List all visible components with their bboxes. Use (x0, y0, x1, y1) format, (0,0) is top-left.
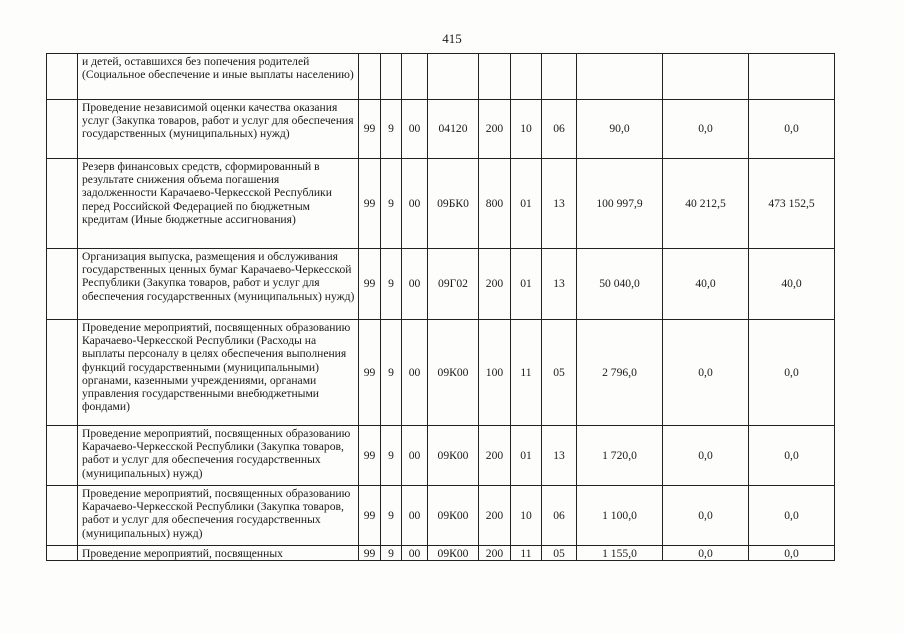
code-cell: 00 (402, 320, 428, 426)
description-cell: Организация выпуска, размещения и обслуживания государственных ценных бумаг Карачаево-Черкесской Республики (Закупка товаров, работ и услуг для обеспечения государственных (муниципальных) нужд) (78, 249, 359, 320)
code-cell: 11 (511, 546, 542, 561)
code-cell: 200 (479, 249, 511, 320)
code-cell: 04120 (428, 100, 479, 159)
code-cell: 13 (542, 249, 577, 320)
code-cell: 00 (402, 159, 428, 249)
description-cell: и детей, оставшихся без попечения родителей (Социальное обеспечение и иные выплаты населению) (78, 54, 359, 100)
code-cell: 01 (511, 426, 542, 486)
description-cell: Проведение мероприятий, посвященных образованию Карачаево-Черкесской Республики (Закупка товаров, работ и услуг для обеспечения государственных (муниципальных) нужд) (78, 486, 359, 546)
code-cell: 09К00 (428, 320, 479, 426)
code-cell: 9 (381, 249, 402, 320)
description-cell: Проведение мероприятий, посвященных образованию Карачаево-Черкесской Республики (Расходы на выплаты персоналу в целях обеспечения выполнения функций государственными (муниципальными) органами, казенными учреждениями, органами управления государственными внебюджетными фондами) (78, 320, 359, 426)
budget-table (46, 53, 835, 561)
description-cell: Проведение мероприятий, посвященных (78, 546, 359, 561)
code-cell: 09Г02 (428, 249, 479, 320)
row-number-cell (47, 486, 78, 546)
code-cell (402, 54, 428, 100)
amount-cell: 40,0 (749, 249, 835, 320)
code-cell: 01 (511, 159, 542, 249)
row-number-cell (47, 426, 78, 486)
code-cell (428, 54, 479, 100)
amount-cell: 1 720,0 (577, 426, 663, 486)
amount-cell: 90,0 (577, 100, 663, 159)
code-cell: 09К00 (428, 426, 479, 486)
code-cell: 06 (542, 100, 577, 159)
code-cell: 9 (381, 100, 402, 159)
amount-cell: 50 040,0 (577, 249, 663, 320)
code-cell (511, 54, 542, 100)
code-cell: 100 (479, 320, 511, 426)
amount-cell: 0,0 (749, 426, 835, 486)
code-cell: 99 (359, 159, 381, 249)
row-number-cell (47, 249, 78, 320)
code-cell (479, 54, 511, 100)
amount-cell: 40 212,5 (663, 159, 749, 249)
amount-cell: 0,0 (749, 486, 835, 546)
code-cell: 9 (381, 426, 402, 486)
amount-cell: 0,0 (663, 320, 749, 426)
amount-cell: 2 796,0 (577, 320, 663, 426)
amount-cell: 100 997,9 (577, 159, 663, 249)
row-number-cell (47, 54, 78, 100)
row-number-cell (47, 320, 78, 426)
table-row (47, 546, 835, 561)
amount-cell: 0,0 (663, 486, 749, 546)
code-cell: 09К00 (428, 546, 479, 561)
code-cell: 09БК0 (428, 159, 479, 249)
code-cell: 10 (511, 100, 542, 159)
code-cell: 800 (479, 159, 511, 249)
amount-cell: 0,0 (663, 546, 749, 561)
code-cell: 05 (542, 320, 577, 426)
row-number-cell (47, 546, 78, 561)
code-cell: 99 (359, 320, 381, 426)
amount-cell: 0,0 (749, 100, 835, 159)
code-cell (381, 54, 402, 100)
amount-cell: 1 155,0 (577, 546, 663, 561)
code-cell: 13 (542, 159, 577, 249)
table-row (47, 426, 835, 486)
amount-cell (749, 54, 835, 100)
code-cell: 05 (542, 546, 577, 561)
code-cell: 00 (402, 426, 428, 486)
code-cell: 99 (359, 546, 381, 561)
description-cell: Резерв финансовых средств, сформированный в результате снижения объема погашения задолженности Карачаево-Черкесской Республики перед Российской Федерацией по бюджетным кредитам (Иные бюджетные ассигнования) (78, 159, 359, 249)
code-cell: 9 (381, 546, 402, 561)
table-row (47, 486, 835, 546)
amount-cell: 1 100,0 (577, 486, 663, 546)
table-row (47, 54, 835, 100)
code-cell: 00 (402, 249, 428, 320)
code-cell: 200 (479, 546, 511, 561)
amount-cell (577, 54, 663, 100)
code-cell: 09К00 (428, 486, 479, 546)
amount-cell: 40,0 (663, 249, 749, 320)
code-cell: 00 (402, 546, 428, 561)
amount-cell: 0,0 (749, 546, 835, 561)
table-row (47, 320, 835, 426)
code-cell: 99 (359, 426, 381, 486)
code-cell: 06 (542, 486, 577, 546)
description-cell: Проведение мероприятий, посвященных образованию Карачаево-Черкесской Республики (Закупка товаров, работ и услуг для обеспечения государственных (муниципальных) нужд) (78, 426, 359, 486)
table-row (47, 159, 835, 249)
code-cell: 200 (479, 426, 511, 486)
code-cell: 10 (511, 486, 542, 546)
code-cell: 00 (402, 100, 428, 159)
code-cell: 200 (479, 486, 511, 546)
amount-cell (663, 54, 749, 100)
code-cell: 9 (381, 320, 402, 426)
row-number-cell (47, 100, 78, 159)
code-cell: 00 (402, 486, 428, 546)
code-cell: 01 (511, 249, 542, 320)
code-cell: 200 (479, 100, 511, 159)
code-cell: 99 (359, 249, 381, 320)
page-number: 415 (442, 31, 462, 46)
row-number-cell (47, 159, 78, 249)
code-cell: 9 (381, 486, 402, 546)
amount-cell: 0,0 (749, 320, 835, 426)
code-cell: 11 (511, 320, 542, 426)
code-cell: 13 (542, 426, 577, 486)
amount-cell: 0,0 (663, 100, 749, 159)
code-cell: 99 (359, 100, 381, 159)
description-cell: Проведение независимой оценки качества оказания услуг (Закупка товаров, работ и услуг для обеспечения государственных (муниципальных) нужд) (78, 100, 359, 159)
code-cell (542, 54, 577, 100)
code-cell: 99 (359, 486, 381, 546)
code-cell (359, 54, 381, 100)
table-row (47, 249, 835, 320)
code-cell: 9 (381, 159, 402, 249)
amount-cell: 473 152,5 (749, 159, 835, 249)
amount-cell: 0,0 (663, 426, 749, 486)
table-row (47, 100, 835, 159)
